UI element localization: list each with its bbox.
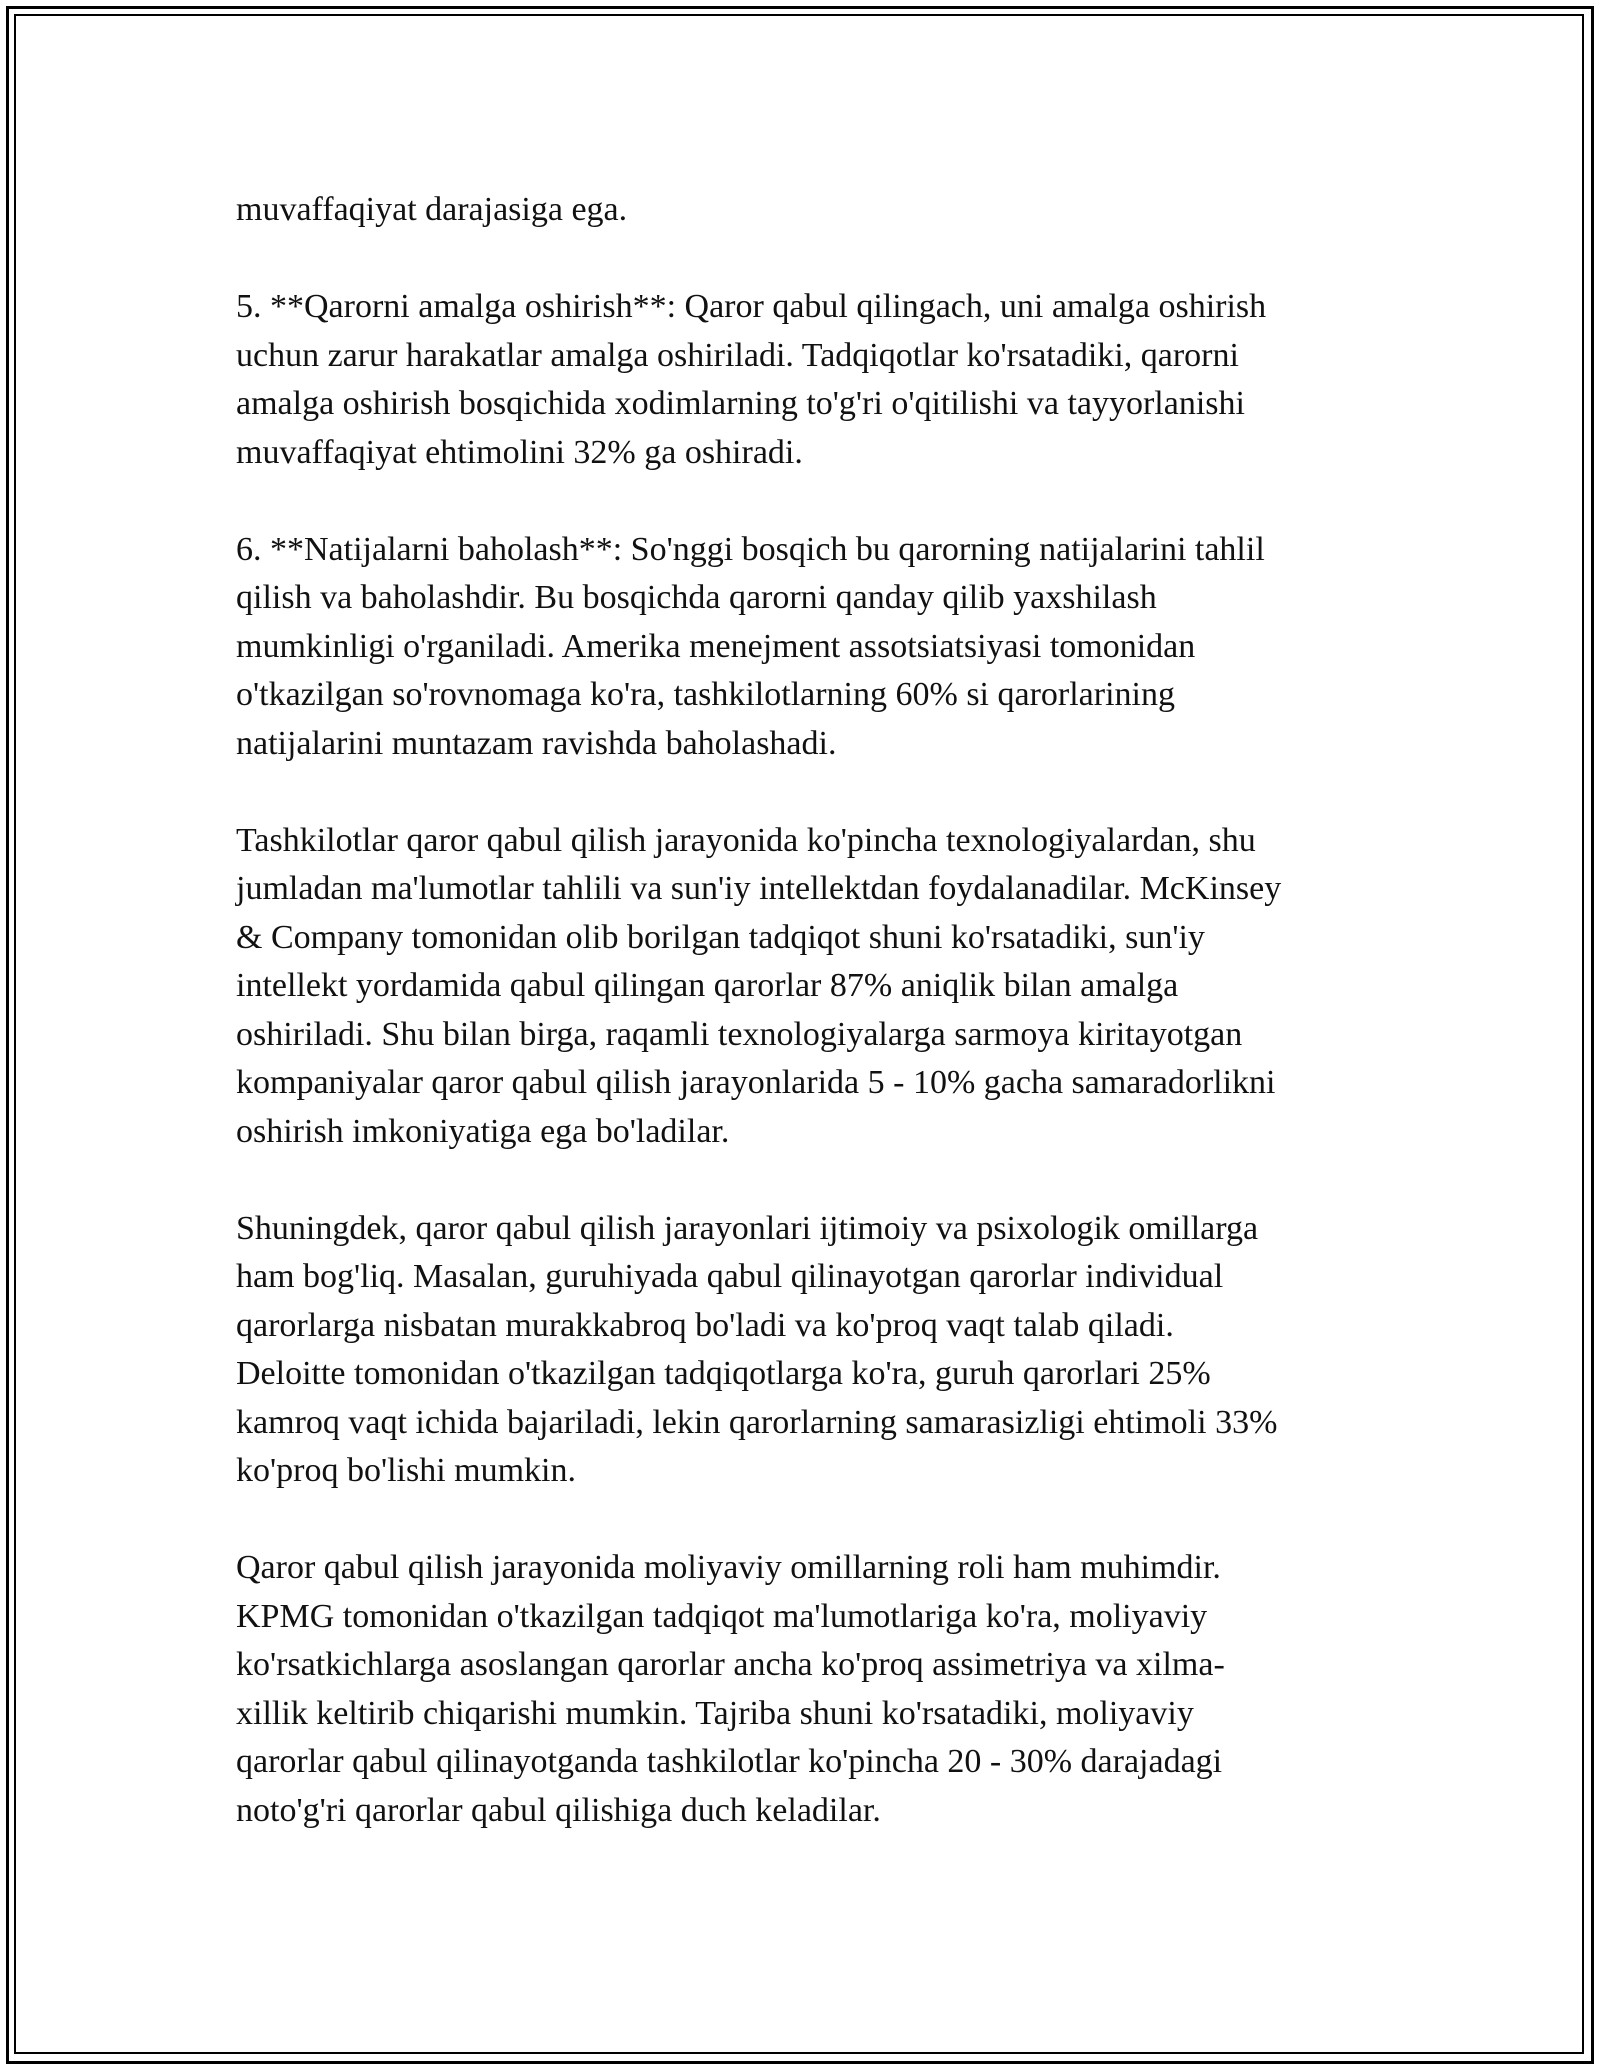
- document-body: [236, 186, 1376, 1884]
- paragraph-step-5-implementation: 5. **Qarorni amalga oshirish**: Qaror qabul qilingach, uni amalga oshirish uchun zarur harakatlar amalga oshiriladi. Tadqiqotlar ko'rsatadiki, qarorni amalga oshirish bosqichida xodimlarning to'g'ri o'qitilishi va tayyorlanishi muvaffaqiyat ehtimolini 32% ga oshiradi.: [236, 288, 1267, 471]
- paragraph-financial-factors: Qaror qabul qilish jarayonida moliyaviy omillarning roli ham muhimdir. KPMG tomonidan o'tkazilgan tadqiqot ma'lumotlariga ko'ra, moliyaviy ko'rsatkichlarga asoslangan qarorlar ancha ko'proq assimetriya va xilma- xillik keltirib chiqarishi mumkin. Tajriba shuni ko'rsatadiki, moliyaviy qarorlar qabul qilinayotganda tashkilotlar ko'pincha 20 - 30% darajadagi noto'g'ri qarorlar qabul qilishiga duch keladilar.: [236, 1549, 1225, 1829]
- paragraph-technology: Tashkilotlar qaror qabul qilish jarayonida ko'pincha texnologiyalardan, shu jumladan ma'lumotlar tahlili va sun'iy intellektdan foydalanadilar. McKinsey & Company tomonidan olib borilgan tadqiqot shuni ko'rsatadiki, sun'iy intellekt yordamida qabul qilingan qarorlar 87% aniqlik bilan amalga oshiriladi. Shu bilan birga, raqamli texnologiyalarga sarmoya kiritayotgan kompaniyalar qaror qabul qilish jarayonlarida 5 - 10% gacha samaradorlikni oshirish imkoniyatiga ega bo'ladilar.: [236, 821, 1282, 1150]
- paragraph-continuation: muvaffaqiyat darajasiga ega.: [236, 191, 628, 228]
- paragraph-step-6-evaluation: 6. **Natijalarni baholash**: So'nggi bosqich bu qarorning natijalarini tahlil qilish va baholashdir. Bu bosqichda qarorni qanday qilib yaxshilash mumkinligi o'rganiladi. Amerika menejment assotsiatsiyasi tomonidan o'tkazilgan so'rovnomaga ko'ra, tashkilotlarning 60% si qarorlarining natijalarini muntazam ravishda baholashadi.: [236, 530, 1265, 762]
- paragraph-social-factors: Shuningdek, qaror qabul qilish jarayonlari ijtimoiy va psixologik omillarga ham bog'liq. Masalan, guruhiyada qabul qilinayotgan qarorlar individual qarorlarga nisbatan murakkabroq bo'ladi va ko'proq vaqt talab qiladi. Deloitte tomonidan o'tkazilgan tadqiqotlarga ko'ra, guruh qarorlari 25% kamroq vaqt ichida bajariladi, lekin qarorlarning samarasizligi ehtimoli 33% ko'proq bo'lishi mumkin.: [236, 1209, 1278, 1489]
